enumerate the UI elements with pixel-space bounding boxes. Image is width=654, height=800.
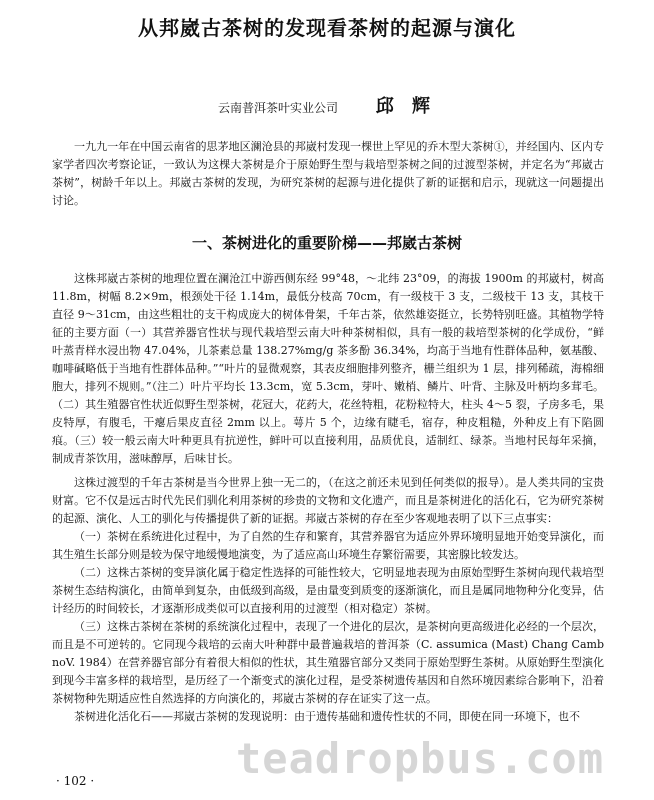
body-paragraph: （一）茶树在系统进化过程中，为了自然的生存和繁育，其营养器官为适应外界环境明显地开始变异演化，而其生殖生长部分则是较为保守地缓慢地演变，为了适应高山环境生存繁衍需要，其密腺比较发达。: [52, 530, 604, 561]
intro-paragraph: 一九九一年在中国云南省的思茅地区澜沧县的邦崴村发现一棵世上罕见的乔木型大茶树①，并经国内、区内专家学者四次考察论证，一致认为这棵大茶树是介于原始野生型与栽培型茶树之间的过渡型茶树，并定名为“邦崴古茶树”，树龄千年以上。邦崴古茶树的发现，为研究茶树的起源与进化提供了新的证据和启示，现就这一问题提出讨论。: [52, 140, 604, 207]
author-name: 邱 辉: [375, 96, 437, 117]
intro-section: [52, 138, 604, 210]
body-paragraph: 这株过渡型的千年古茶树是当今世界上独一无二的，（在这之前还未见到任何类似的报导）。是人类共同的宝贵财富。它不仅是远古时代先民们驯化利用茶树的珍贵的文物和文化遗产，而且是茶树进化的活化石，它为研究茶树的起源、演化、人工的驯化与传播提供了新的证据。邦崴古茶树的存在至少客观地表明了以下三点事实：: [52, 476, 604, 525]
byline: [0, 92, 654, 118]
watermark: teadropbus.com: [236, 734, 605, 783]
section-heading: 一、茶树进化的重要阶梯——邦崴古茶树: [191, 234, 462, 252]
body-paragraph: 这株邦崴古茶树的地理位置在澜沧江中游西侧东经 99°48，～北纬 23°09，的海拔 1900m 的邦崴村，树高 11.8m，树幅 8.2×9m，根颈处干径 1.14m，最低分枝高 70cm，有一级枝干 3 支，二级枝干 13 支，其枝干直径 9～31cm，由这些粗壮的支干构成庞大的树体骨架，千年古茶，依然雄姿挺立，长势特别旺盛。其植物学特征的主要方面（一）其营养器官性状与现代栽培型云南大叶种茶树相似，具有一般的栽培型茶树的化学成份，“鲜叶蒸青样水浸出物 47.04%，儿茶素总量 138.27%mg/g 茶多酚 36.34%，均高于当地有性群体品种，氨基酸、咖啡碱略低于当地有性群体品种。”“叶片的显微观察，其表皮细胞排列整齐，栅兰组织为 1 层，排列稀疏，海棉细胞大，排列不规则。”（注二）叶片平均长 13.3cm，宽 5.3cm，芽叶、嫩梢、鳞片、叶背、主脉及叶柄均多茸毛。（二）其生殖器官性状近似野生型茶树，花冠大，花药大，花丝特粗，花粉粒特大，柱头 4～5 裂，子房多毛，果皮特厚，有腹毛，干瘪后果皮直径 2mm 以上。萼片 5 个，边缘有睫毛，宿存，种皮粗糙，外种皮上有下陷圆痕。（三）较一般云南大叶种更具有抗逆性，鲜叶可以直接利用，品质优良，适制红、绿茶。当地村民每年采摘，制成青茶饮用，滋味醇厚，后味甘长。: [52, 272, 604, 465]
page-number: · 102 ·: [56, 774, 95, 788]
body-paragraph: （二）这株古茶树的变异演化属于稳定性选择的可能性较大，它明显地表现为由原始型野生茶树向现代栽培型茶树生态结构演化，由简单到复杂，由低级到高级，是由量变到质变的逐渐演化，而且是属同地物种分化变异，估计经历的时间较长，才逐渐形成类似可以直接利用的过渡型（相对稳定）茶树。: [52, 566, 604, 615]
author-organization: 云南普洱茶叶实业公司: [217, 101, 338, 115]
body-paragraph: （三）这株古茶树在茶树的系统演化过程中，表现了一个进化的层次，是茶树向更高级进化必经的一个层次，而且是不可逆转的。它同现今栽培的云南大叶种群中最普遍栽培的普洱茶（C. assumica (Mast) Chang Camb noV. 1984）在营养器官部分有着很大相似的性状，其生殖器官部分又类同于原始型野生茶树。从原始野生型演化到现今丰富多样的栽培型，是历经了一个渐变式的演化过程，是受茶树遗传基因和自然环境因素综合影响下，沿着茶树物种先期适应性自然选择的方向演化的，邦崴古茶树的存在证实了这一点。: [52, 620, 604, 705]
article-title: 从邦崴古茶树的发现看茶树的起源与演化: [138, 16, 516, 40]
body-paragraph: 茶树进化活化石——邦崴古茶树的发现说明：由于遗传基础和遗传性状的不同，即使在同一环境下，也不: [74, 710, 580, 723]
section-body: [52, 270, 604, 726]
